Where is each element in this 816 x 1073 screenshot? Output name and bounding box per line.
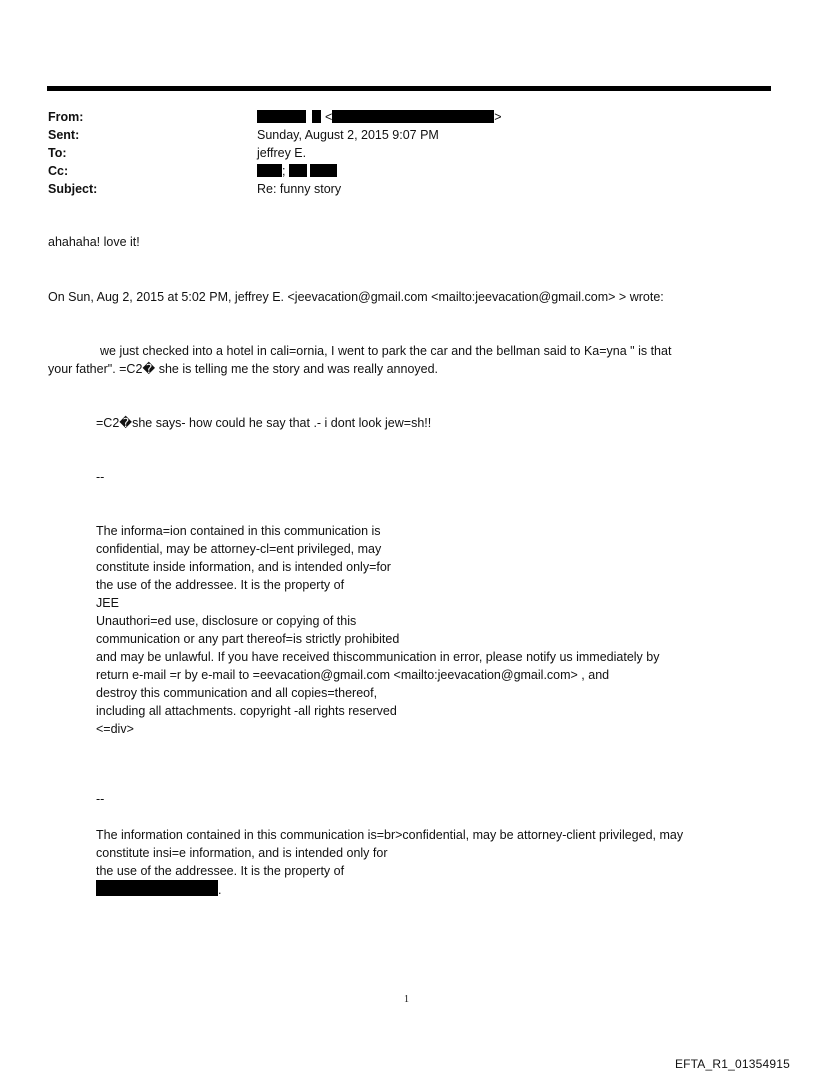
redaction-block — [310, 164, 337, 177]
disclaimer-line: constitute inside information, and is intended only=for — [96, 560, 391, 574]
disclaimer-line: the use of the addressee. It is the property of — [96, 578, 345, 592]
disclaimer-line: destroy this communication and all copies=thereof, — [96, 686, 378, 700]
disclaimer-line: The information contained in this communication is=br>confidential, may be attorney-client privileged, may — [96, 828, 684, 842]
from-label: From: — [48, 110, 84, 124]
redaction-block — [257, 110, 306, 123]
quote-intro: On Sun, Aug 2, 2015 at 5:02 PM, jeffrey E. <jeevacation@gmail.com <mailto:jeevacation@gmail.com> > wrote: — [48, 290, 664, 304]
disclaimer-line-redacted — [96, 880, 683, 899]
disclaimer-2 — [96, 826, 683, 899]
redaction-block — [289, 164, 307, 177]
page-number: 1 — [404, 994, 409, 1005]
disclaimer-line: and may be unlawful. If you have received thiscommunication in error, please notify us immediately by — [96, 650, 660, 664]
disclaimer-line: including all attachments. copyright -all rights reserved — [96, 704, 397, 718]
header-rule — [47, 86, 771, 91]
disclaimer-line: communication or any part thereof=is strictly prohibited — [96, 632, 400, 646]
disclaimer-period: . — [218, 883, 222, 897]
redaction-block — [96, 880, 218, 896]
disclaimer-line: confidential, may be attorney-cl=ent privileged, may — [96, 542, 382, 556]
cc-separator: ; — [282, 164, 286, 178]
sent-value: Sunday, August 2, 2015 9:07 PM — [257, 128, 439, 142]
from-value — [257, 108, 502, 126]
signature-dash-2: -- — [96, 792, 105, 806]
disclaimer-line: the use of the addressee. It is the property of — [96, 864, 345, 878]
story-line-2: your father". =C2� she is telling me the story and was really annoyed. — [48, 362, 439, 376]
disclaimer-line: constitute insi=e information, and is intended only for — [96, 846, 388, 860]
disclaimer-line: <=div> — [96, 722, 134, 736]
subject-label: Subject: — [48, 182, 98, 196]
from-separator: < — [321, 110, 333, 124]
cc-value — [257, 162, 337, 180]
story-line-1: we just checked into a hotel in cali=ornia, I went to park the car and the bellman said to Ka=yna " is that — [100, 344, 672, 358]
redaction-block — [257, 164, 282, 177]
reply-text: ahahaha! love it! — [48, 235, 140, 249]
disclaimer-line: The informa=ion contained in this communication is — [96, 524, 381, 538]
disclaimer-1 — [96, 522, 659, 738]
subject-value: Re: funny story — [257, 182, 342, 196]
to-label: To: — [48, 146, 67, 160]
bates-number: EFTA_R1_01354915 — [674, 1057, 790, 1071]
signature-dash-1: -- — [96, 470, 105, 484]
from-end: > — [494, 110, 502, 124]
to-value: jeffrey E. — [257, 146, 307, 160]
cc-label: Cc: — [48, 164, 69, 178]
story-line-3: =C2�she says- how could he say that .- i dont look jew=sh!! — [96, 416, 432, 430]
disclaimer-line: return e-mail =r by e-mail to =eevacation@gmail.com <mailto:jeevacation@gmail.com> , and — [96, 668, 610, 682]
redaction-block — [332, 110, 494, 123]
disclaimer-line: JEE — [96, 596, 119, 610]
disclaimer-line: Unauthori=ed use, disclosure or copying of this — [96, 614, 357, 628]
sent-label: Sent: — [48, 128, 80, 142]
